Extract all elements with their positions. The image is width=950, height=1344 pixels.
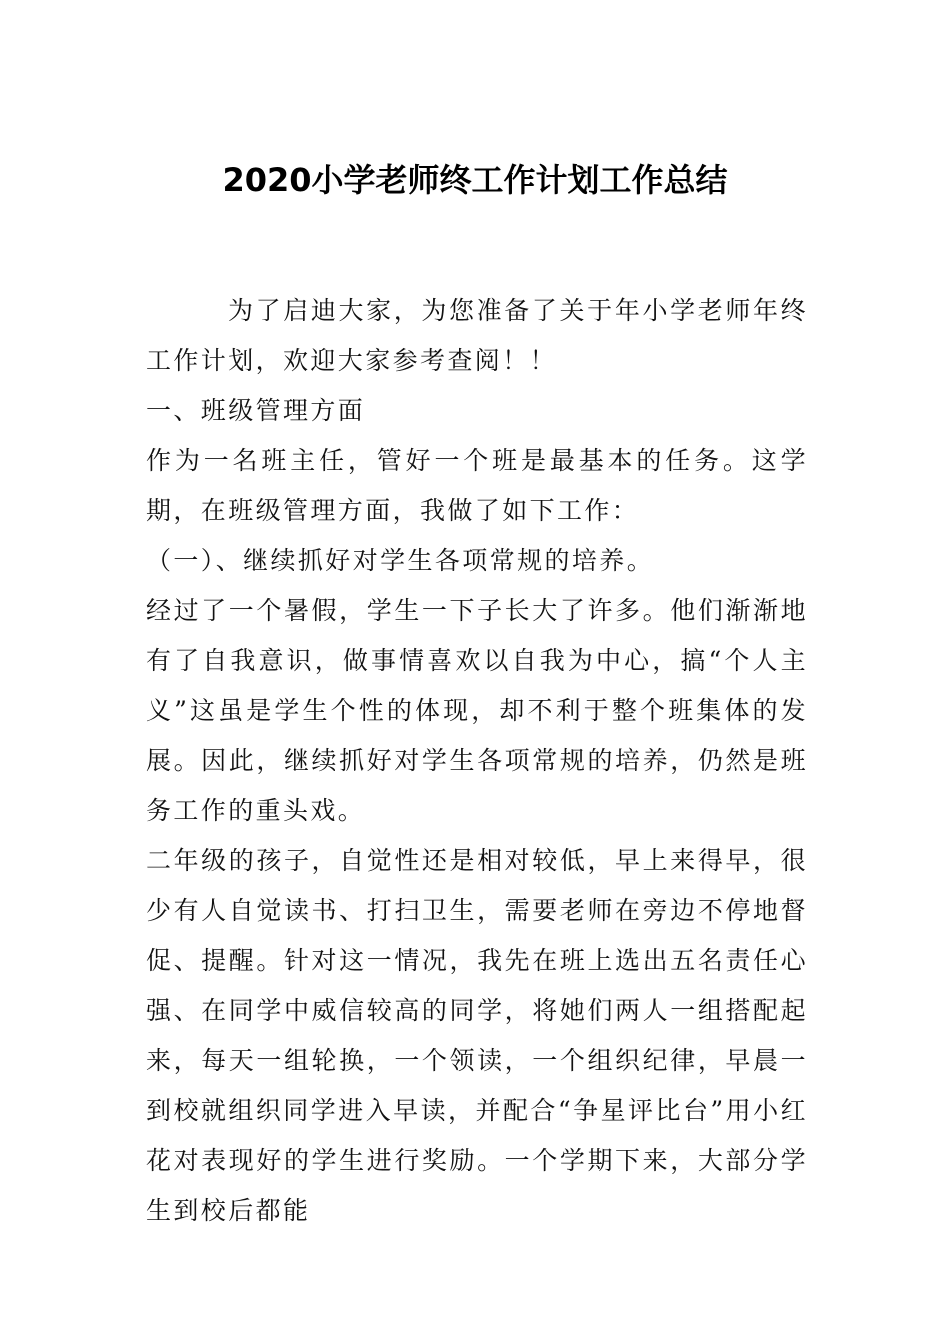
body-paragraph: 作为一名班主任，管好一个班是最基本的任务。这学期，在班级管理方面，我做了如下工作：: [146, 446, 808, 525]
body-paragraph: 经过了一个暑假，学生一下子长大了许多。他们渐渐地有了自我意识，做事情喜欢以自我为中心，搞“个人主义”这虽是学生个性的体现，却不利于整个班集体的发展。因此，继续抓好对学生各项常规的培养，仍然是班务工作的重头戏。: [146, 596, 808, 825]
document-body: [146, 286, 808, 1236]
intro-paragraph: 为了启迪大家，为您准备了关于年小学老师年终工作计划，欢迎大家参考查阅！！: [146, 296, 808, 375]
document-title: 2020小学老师终工作计划工作总结: [222, 161, 728, 199]
subsection-heading: （一）、继续抓好对学生各项常规的培养。: [146, 546, 655, 575]
body-paragraph: 二年级的孩子，自觉性还是相对较低，早上来得早，很少有人自觉读书、打扫卫生，需要老师在旁边不停地督促、提醒。针对这一情况，我先在班上选出五名责任心强、在同学中威信较高的同学，将她们两人一组搭配起来，每天一组轮换，一个领读，一个组织纪律，早晨一到校就组织同学进入早读，并配合“争星评比台”用小红花对表现好的学生进行奖励。一个学期下来，大部分学生到校后都能: [146, 846, 808, 1225]
section-heading: 一、班级管理方面: [146, 396, 366, 425]
